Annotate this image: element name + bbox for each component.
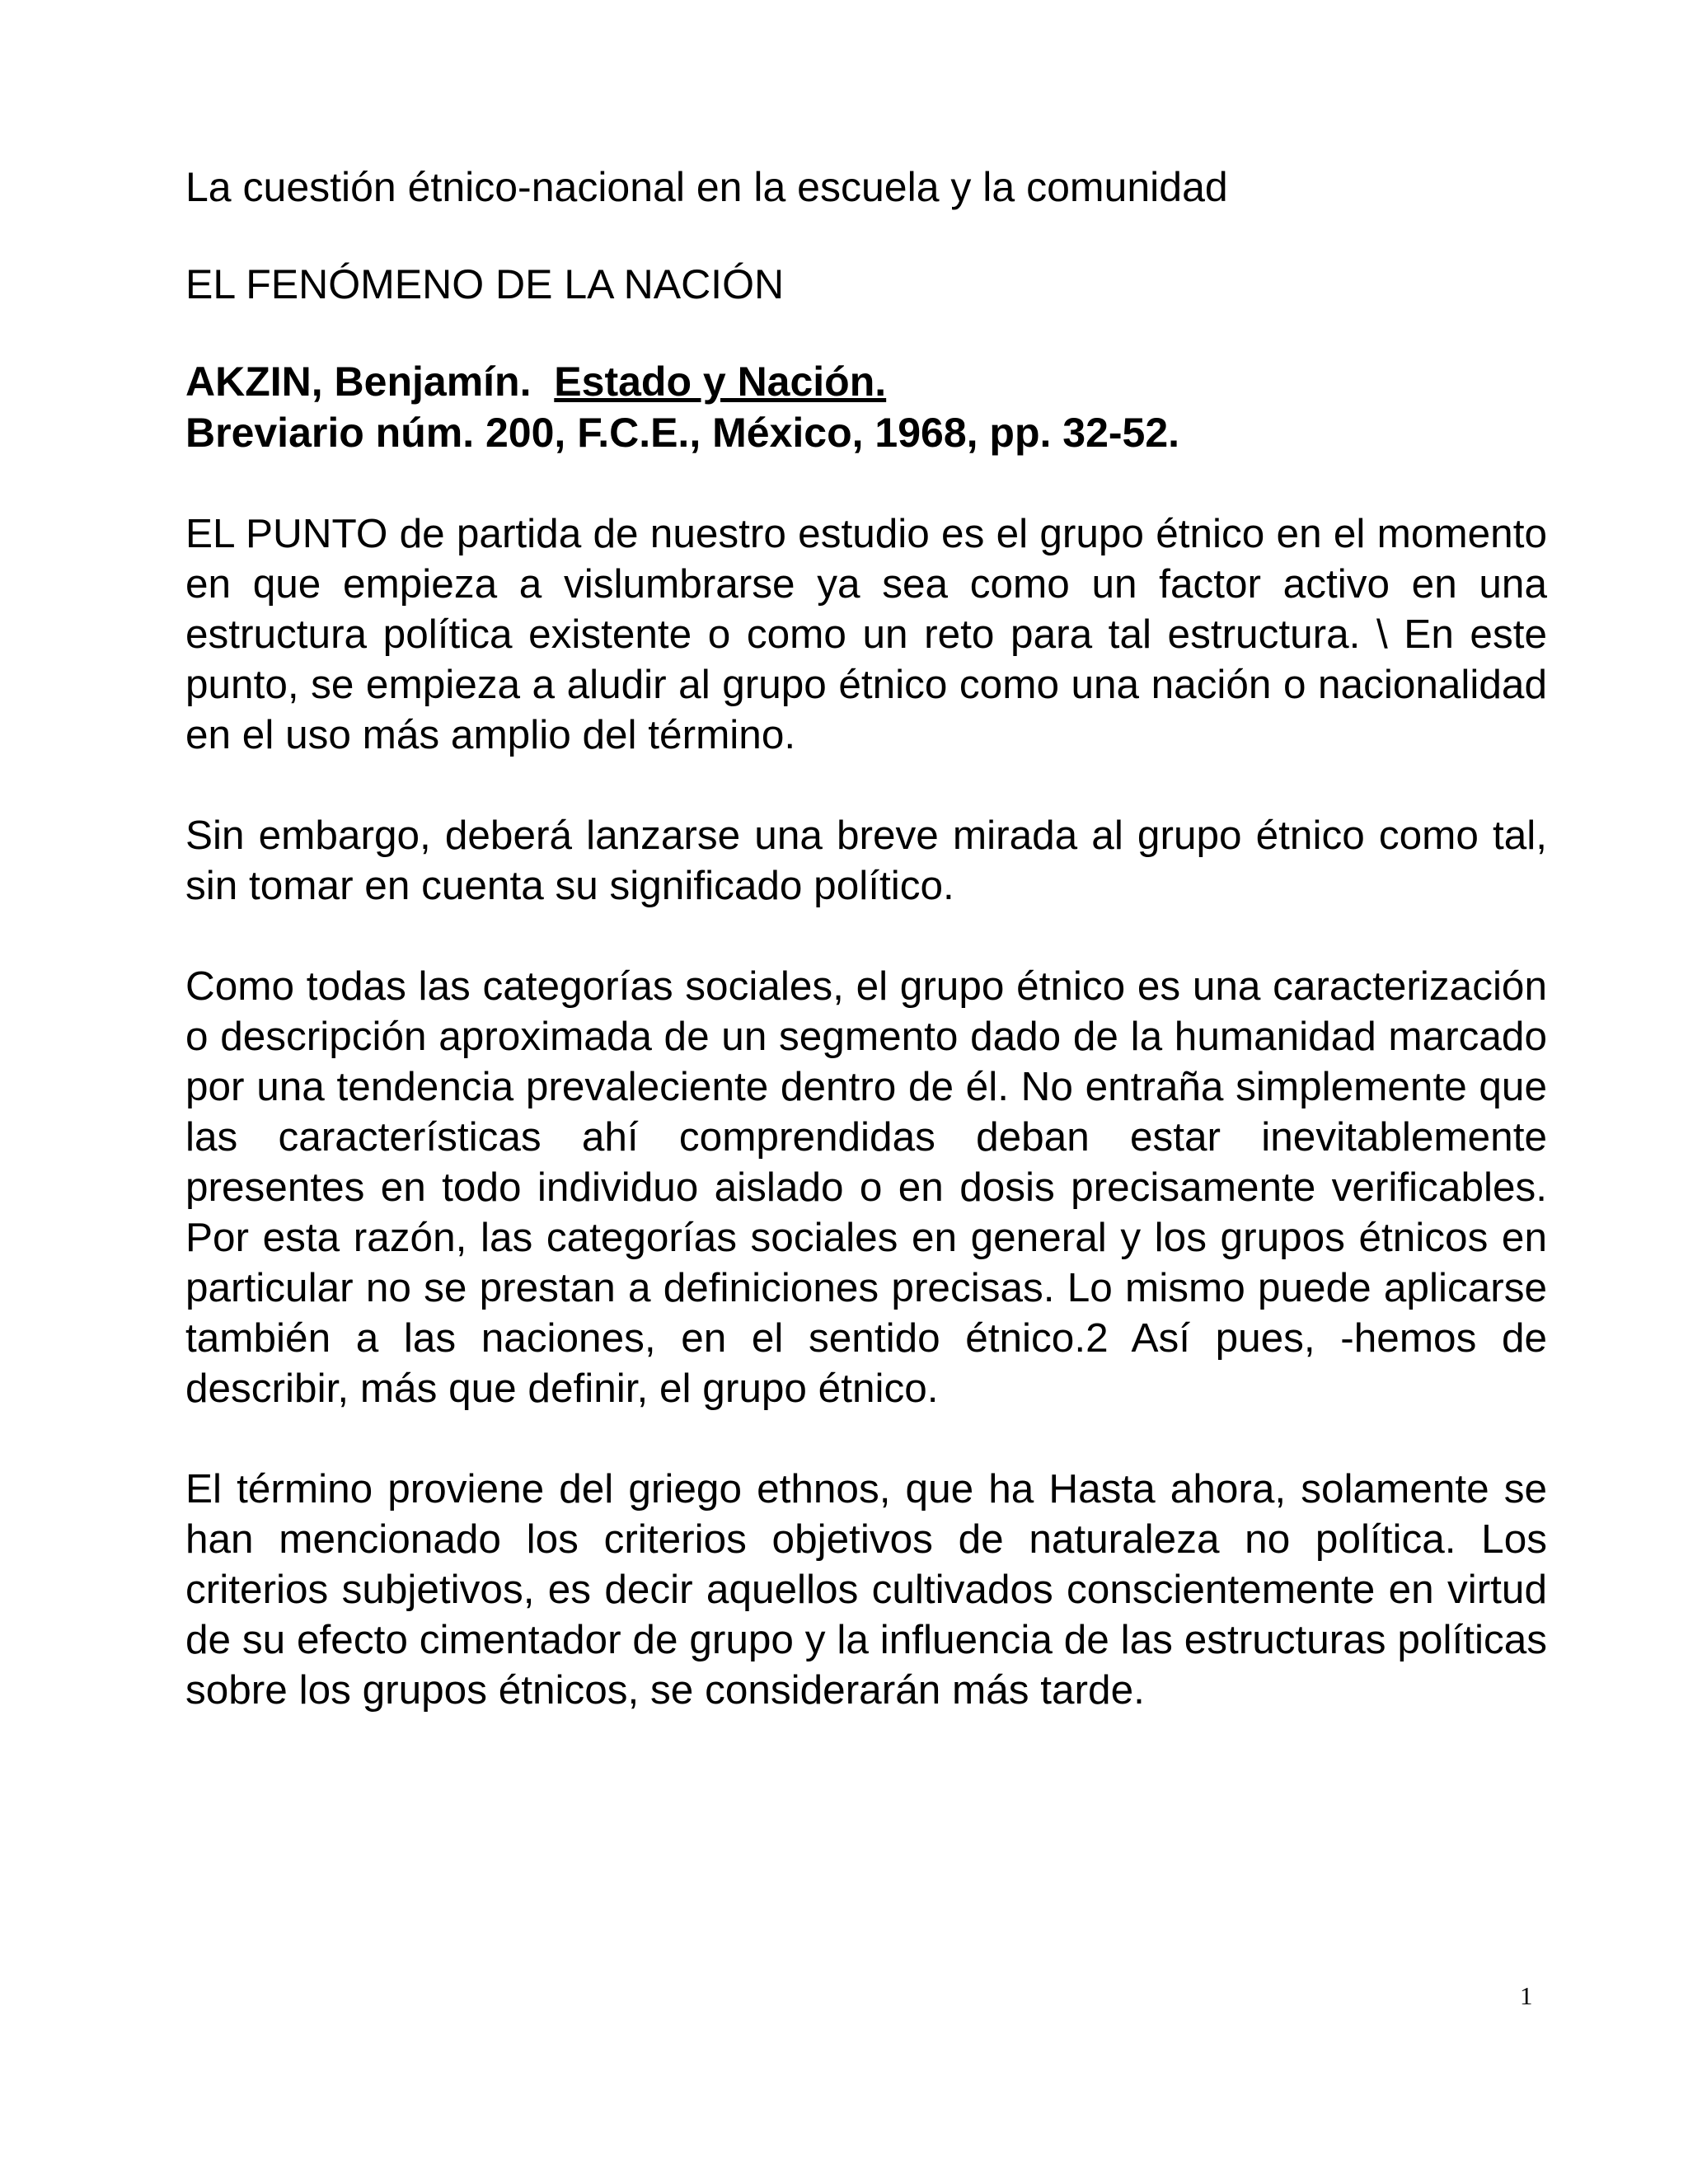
document-page bbox=[185, 162, 1547, 1715]
document-subject: La cuestión étnico-nacional en la escuela y la comunidad bbox=[185, 164, 1228, 210]
paragraph-1: EL PUNTO de partida de nuestro estudio es el grupo étnico en el momento en que empieza a vislumbrarse ya sea como un factor activo en una estructura política existente o como un reto para tal estructura. \ En este punto, se empieza a aludir al grupo étnico como una nación o nacionalidad en el uso más amplio del término. bbox=[185, 511, 1547, 757]
reference-publication: Breviario núm. 200, F.C.E., México, 1968, pp. 32-52. bbox=[185, 410, 1180, 456]
paragraph-2: Sin embargo, deberá lanzarse una breve mirada al grupo étnico como tal, sin tomar en cuenta su significado político. bbox=[185, 813, 1547, 908]
paragraph-3: Como todas las categorías sociales, el grupo étnico es una caracterización o descripción aproximada de un segmento dado de la humanidad marcado por una tendencia prevaleciente dentro de él. No entraña simplemente que las características ahí comprendidas deban estar inevitablemente presentes en todo individuo aislado o en dosis precisamente verificables. Por esta razón, las categorías sociales en general y los grupos étnicos en particular no se prestan a definiciones precisas. Lo mismo puede aplicarse también a las naciones, en el sentido étnico.2 Así pues, -hemos de describir, más que definir, el grupo étnico. bbox=[185, 963, 1547, 1411]
reference-author: AKZIN, Benjamín. bbox=[185, 359, 532, 405]
paragraph-4: El término proviene del griego ethnos, que ha Hasta ahora, solamente se han mencionado los criterios objetivos de naturaleza no política. Los criterios subjetivos, es decir aquellos cultivados conscientemente en virtud de su efecto cimentador de grupo y la influencia de las estructuras políticas sobre los grupos étnicos, se considerarán más tarde. bbox=[185, 1466, 1547, 1713]
reference-line-1 bbox=[185, 356, 1547, 407]
reference-book-title: Estado y Nación. bbox=[554, 359, 887, 405]
section-title: EL FENÓMENO DE LA NACIÓN bbox=[185, 261, 785, 307]
page-number: 1 bbox=[1520, 1981, 1533, 2010]
bibliographic-reference bbox=[185, 356, 1547, 458]
